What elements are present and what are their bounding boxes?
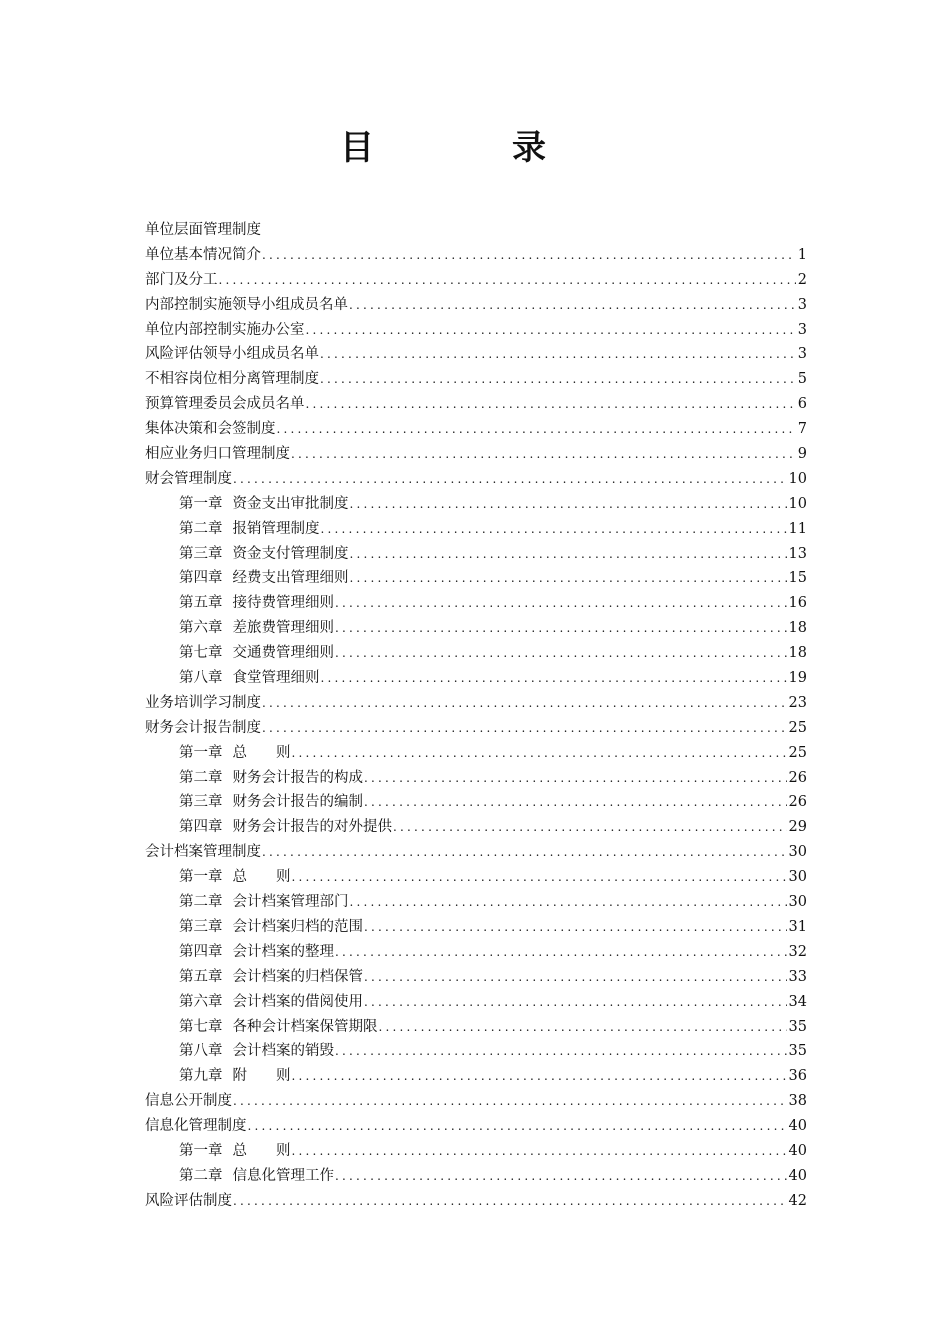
toc-page-number: 2 (797, 271, 807, 288)
toc-entry-text: 内部控制实施领导小组成员名单 (145, 296, 348, 313)
toc-page-number: 25 (788, 719, 807, 736)
toc-dot-leader (233, 1089, 787, 1114)
toc-entry-text: 会计档案的销毁 (232, 1043, 334, 1060)
toc-entry[interactable] (145, 790, 807, 815)
toc-heading: 单位层面管理制度 (145, 222, 261, 238)
toc-page-number: 18 (788, 620, 807, 637)
toc-entry-text: 经费支出管理细则 (232, 570, 349, 587)
toc-dot-leader (262, 243, 796, 268)
toc-page-number: 3 (797, 321, 807, 338)
toc-entry[interactable] (145, 691, 807, 716)
toc-page-number: 40 (788, 1167, 807, 1184)
toc-dot-leader (277, 417, 796, 442)
toc-entry-text: 集体决策和会签制度 (145, 421, 276, 438)
toc-entry[interactable] (145, 1139, 807, 1164)
toc-entry-text: 总 则 (232, 744, 291, 761)
toc-entry-label (179, 990, 363, 1015)
toc-entry-label (145, 318, 305, 343)
toc-entry-chapter: 第八章 (179, 670, 223, 687)
toc-entry-chapter: 第一章 (179, 495, 223, 512)
toc-dot-leader (364, 790, 787, 815)
toc-page-number: 38 (788, 1093, 807, 1110)
toc-dot-leader (364, 915, 787, 940)
toc-dot-leader (292, 1064, 787, 1089)
toc-entry[interactable] (145, 990, 807, 1015)
toc-entry-label (179, 1039, 334, 1064)
toc-page-number: 1 (797, 246, 807, 263)
toc-page-number: 9 (797, 446, 807, 463)
toc-entry[interactable] (145, 517, 807, 542)
toc-entry-label (145, 243, 261, 268)
toc-page-number: 30 (788, 869, 807, 886)
toc-dot-leader (349, 293, 796, 318)
toc-page-number: 40 (788, 1142, 807, 1159)
toc-entry[interactable] (145, 1064, 807, 1089)
toc-entry-chapter: 第七章 (179, 1018, 223, 1035)
toc-page-number: 29 (788, 819, 807, 836)
toc-page-number: 35 (788, 1043, 807, 1060)
toc-page-number: 26 (788, 794, 807, 811)
toc-entry-text: 会计档案归档的范围 (232, 918, 363, 935)
toc-entry-label (179, 915, 363, 940)
toc-entry-text: 总 则 (232, 869, 291, 886)
toc-entry[interactable] (145, 293, 807, 318)
toc-dot-leader (320, 367, 796, 392)
toc-entry-text: 会计档案管理制度 (145, 844, 261, 861)
toc-page-number: 23 (788, 694, 807, 711)
toc-page-number: 34 (788, 993, 807, 1010)
toc-dot-leader (233, 467, 787, 492)
toc-entry-text: 单位基本情况简介 (145, 246, 261, 263)
toc-page-number: 30 (788, 894, 807, 911)
toc-entry[interactable] (145, 591, 807, 616)
toc-entry[interactable] (145, 243, 807, 268)
toc-entry-chapter: 第二章 (179, 1167, 223, 1184)
toc-page-number: 19 (788, 670, 807, 687)
toc-entry-text: 资金支付管理制度 (232, 545, 349, 562)
toc-dot-leader (306, 392, 796, 417)
toc-entry-label (179, 1139, 291, 1164)
toc-entry-chapter: 第二章 (179, 520, 223, 537)
toc-dot-leader (292, 741, 787, 766)
toc-page-number: 26 (788, 769, 807, 786)
toc-entry-label (179, 790, 363, 815)
toc-entry-chapter: 第一章 (179, 869, 223, 886)
toc-page-number: 36 (788, 1068, 807, 1085)
toc-entry-chapter: 第三章 (179, 918, 223, 935)
toc-dot-leader (350, 492, 787, 517)
toc-entry-text: 不相容岗位相分离管理制度 (145, 371, 319, 388)
toc-entry-text: 财务会计报告制度 (145, 719, 261, 736)
toc-entry-label (179, 641, 334, 666)
toc-entry-text: 接待费管理细则 (232, 595, 334, 612)
toc-dot-leader (335, 1164, 787, 1189)
toc-entry-label (179, 1064, 291, 1089)
toc-entry-text: 部门及分工 (145, 271, 218, 288)
toc-entry-chapter: 第四章 (179, 819, 223, 836)
toc-entry[interactable] (145, 318, 807, 343)
toc-entry-text: 信息公开制度 (145, 1093, 232, 1110)
toc-dot-leader (335, 591, 787, 616)
toc-entry-label (179, 1015, 378, 1040)
toc-entry-chapter: 第三章 (179, 545, 223, 562)
toc-entry-text: 报销管理制度 (232, 520, 320, 537)
toc-page-number: 42 (788, 1192, 807, 1209)
toc-entry-label (145, 268, 218, 293)
toc-page-number: 35 (788, 1018, 807, 1035)
toc-entry-label (145, 467, 232, 492)
toc-entry[interactable] (145, 1089, 807, 1114)
toc-page-number: 11 (788, 520, 807, 537)
toc-entry-chapter: 第二章 (179, 769, 223, 786)
title-char-1: 目 (340, 128, 374, 168)
toc-dot-leader (219, 268, 796, 293)
toc-entry-label (179, 616, 334, 641)
toc-entry-label (179, 965, 363, 990)
toc-entry-chapter: 第八章 (179, 1043, 223, 1060)
toc-entry[interactable] (145, 566, 807, 591)
toc-entry[interactable] (145, 1164, 807, 1189)
toc-entry-label (145, 1089, 232, 1114)
toc-dot-leader (321, 666, 787, 691)
toc-entry-label (179, 566, 349, 591)
toc-entry[interactable] (145, 641, 807, 666)
toc-entry-chapter: 第六章 (179, 993, 223, 1010)
toc-page-number: 3 (797, 296, 807, 313)
toc-dot-leader (335, 641, 787, 666)
toc-entry[interactable] (145, 492, 807, 517)
toc-dot-leader (393, 815, 787, 840)
toc-entry-text: 会计档案的整理 (232, 943, 334, 960)
toc-entry-label (179, 940, 334, 965)
toc-entry-label (145, 392, 305, 417)
toc-entry-label (179, 741, 291, 766)
toc-entry-label (179, 492, 349, 517)
toc-page-number: 31 (788, 918, 807, 935)
toc-entry[interactable] (145, 890, 807, 915)
toc-entry-text: 风险评估制度 (145, 1192, 232, 1209)
toc-page-number: 30 (788, 844, 807, 861)
table-of-contents (145, 218, 807, 1214)
toc-entry[interactable] (145, 965, 807, 990)
toc-entry[interactable] (145, 442, 807, 467)
toc-dot-leader (320, 342, 796, 367)
toc-entry-chapter: 第六章 (179, 620, 223, 637)
toc-entry-chapter: 第五章 (179, 595, 223, 612)
toc-page-number: 7 (797, 421, 807, 438)
toc-dot-leader (262, 716, 787, 741)
toc-entry-label (145, 417, 276, 442)
toc-entry-label (145, 1189, 232, 1214)
toc-dot-leader (291, 442, 796, 467)
toc-entry-text: 业务培训学习制度 (145, 694, 261, 711)
toc-entry-text: 差旅费管理细则 (232, 620, 334, 637)
toc-entry[interactable] (145, 865, 807, 890)
toc-dot-leader (248, 1114, 787, 1139)
toc-entry-label (179, 865, 291, 890)
toc-page-number: 3 (797, 346, 807, 363)
toc-dot-leader (335, 940, 787, 965)
toc-dot-leader (335, 616, 787, 641)
toc-entry-chapter: 第二章 (179, 894, 223, 911)
toc-page-number: 13 (788, 545, 807, 562)
toc-entry-text: 总 则 (232, 1142, 291, 1159)
toc-entry[interactable] (145, 766, 807, 791)
toc-page-number: 33 (788, 968, 807, 985)
toc-dot-leader (262, 691, 787, 716)
toc-dot-leader (292, 1139, 787, 1164)
toc-entry-text: 附 则 (232, 1068, 291, 1085)
toc-entry-label (179, 517, 320, 542)
toc-entry-label (179, 542, 349, 567)
toc-dot-leader (350, 566, 787, 591)
toc-page-number: 25 (788, 744, 807, 761)
toc-entry[interactable] (145, 1114, 807, 1139)
toc-entry[interactable] (145, 815, 807, 840)
toc-entry[interactable] (145, 741, 807, 766)
toc-dot-leader (364, 990, 787, 1015)
toc-page-number: 40 (788, 1118, 807, 1135)
toc-entry[interactable] (145, 367, 807, 392)
toc-entry[interactable] (145, 1189, 807, 1214)
toc-entry-label (145, 840, 261, 865)
toc-entry-label (179, 666, 320, 691)
toc-entry[interactable] (145, 268, 807, 293)
toc-entry-label (145, 342, 319, 367)
toc-dot-leader (364, 766, 787, 791)
toc-entry-label (179, 591, 334, 616)
toc-entry-text: 风险评估领导小组成员名单 (145, 346, 319, 363)
toc-page-number: 10 (788, 495, 807, 512)
toc-entry[interactable] (145, 542, 807, 567)
toc-entry[interactable] (145, 666, 807, 691)
toc-entry-label (145, 293, 348, 318)
toc-page-number: 18 (788, 645, 807, 662)
toc-entry-text: 交通费管理细则 (232, 645, 334, 662)
toc-entry-text: 各种会计档案保管期限 (232, 1018, 378, 1035)
toc-entry-text: 单位内部控制实施办公室 (145, 321, 305, 338)
toc-entry-label (179, 766, 363, 791)
toc-entry-text: 资金支出审批制度 (232, 495, 349, 512)
toc-entry-label (179, 1164, 334, 1189)
toc-entry[interactable] (145, 467, 807, 492)
toc-entry-text: 财务会计报告的对外提供 (232, 819, 392, 836)
title-char-2: 录 (512, 128, 546, 168)
toc-dot-leader (262, 840, 787, 865)
toc-entry[interactable] (145, 392, 807, 417)
toc-dot-leader (364, 965, 787, 990)
toc-page-number: 5 (797, 371, 807, 388)
toc-entry-text: 财务会计报告的构成 (232, 769, 363, 786)
toc-entry[interactable] (145, 616, 807, 641)
toc-entry[interactable] (145, 915, 807, 940)
toc-dot-leader (335, 1039, 787, 1064)
toc-entry[interactable] (145, 417, 807, 442)
toc-dot-leader (350, 542, 787, 567)
toc-entry[interactable] (145, 840, 807, 865)
toc-page-number: 10 (788, 470, 807, 487)
toc-entry-text: 会计档案管理部门 (232, 894, 349, 911)
toc-page-number: 32 (788, 943, 807, 960)
toc-entry[interactable] (145, 940, 807, 965)
toc-entry-chapter: 第九章 (179, 1068, 223, 1085)
toc-entry-text: 信息化管理制度 (145, 1118, 247, 1135)
toc-entry-chapter: 第五章 (179, 968, 223, 985)
toc-dot-leader (292, 865, 787, 890)
toc-entry-label (145, 367, 319, 392)
toc-entry-text: 预算管理委员会成员名单 (145, 396, 305, 413)
toc-entry-text: 财务会计报告的编制 (232, 794, 363, 811)
toc-dot-leader (233, 1189, 787, 1214)
toc-page-number: 16 (788, 595, 807, 612)
toc-entry-chapter: 第四章 (179, 570, 223, 587)
toc-entry-label (179, 890, 349, 915)
toc-entry-label (179, 815, 392, 840)
toc-entry-chapter: 第三章 (179, 794, 223, 811)
toc-entry-label (145, 1114, 247, 1139)
toc-entry-text: 食堂管理细则 (232, 670, 320, 687)
toc-entry[interactable] (145, 342, 807, 367)
toc-dot-leader (321, 517, 787, 542)
toc-dot-leader (350, 890, 787, 915)
toc-entry-chapter: 第七章 (179, 645, 223, 662)
toc-entry-text: 会计档案的借阅使用 (232, 993, 363, 1010)
toc-entry-text: 相应业务归口管理制度 (145, 446, 290, 463)
toc-page-number: 15 (788, 570, 807, 587)
toc-entry[interactable] (145, 1015, 807, 1040)
toc-entry-text: 信息化管理工作 (232, 1167, 334, 1184)
toc-entry-label (145, 716, 261, 741)
toc-page-number: 6 (797, 396, 807, 413)
toc-entry-chapter: 第一章 (179, 744, 223, 761)
toc-entry-text: 会计档案的归档保管 (232, 968, 363, 985)
toc-dot-leader (306, 318, 796, 343)
toc-entry-chapter: 第一章 (179, 1142, 223, 1159)
toc-entry-text: 财会管理制度 (145, 470, 232, 487)
toc-dot-leader (379, 1015, 787, 1040)
toc-entry[interactable] (145, 716, 807, 741)
toc-entry-label (145, 691, 261, 716)
toc-entry-label (145, 442, 290, 467)
toc-entry[interactable] (145, 1039, 807, 1064)
toc-entry-chapter: 第四章 (179, 943, 223, 960)
